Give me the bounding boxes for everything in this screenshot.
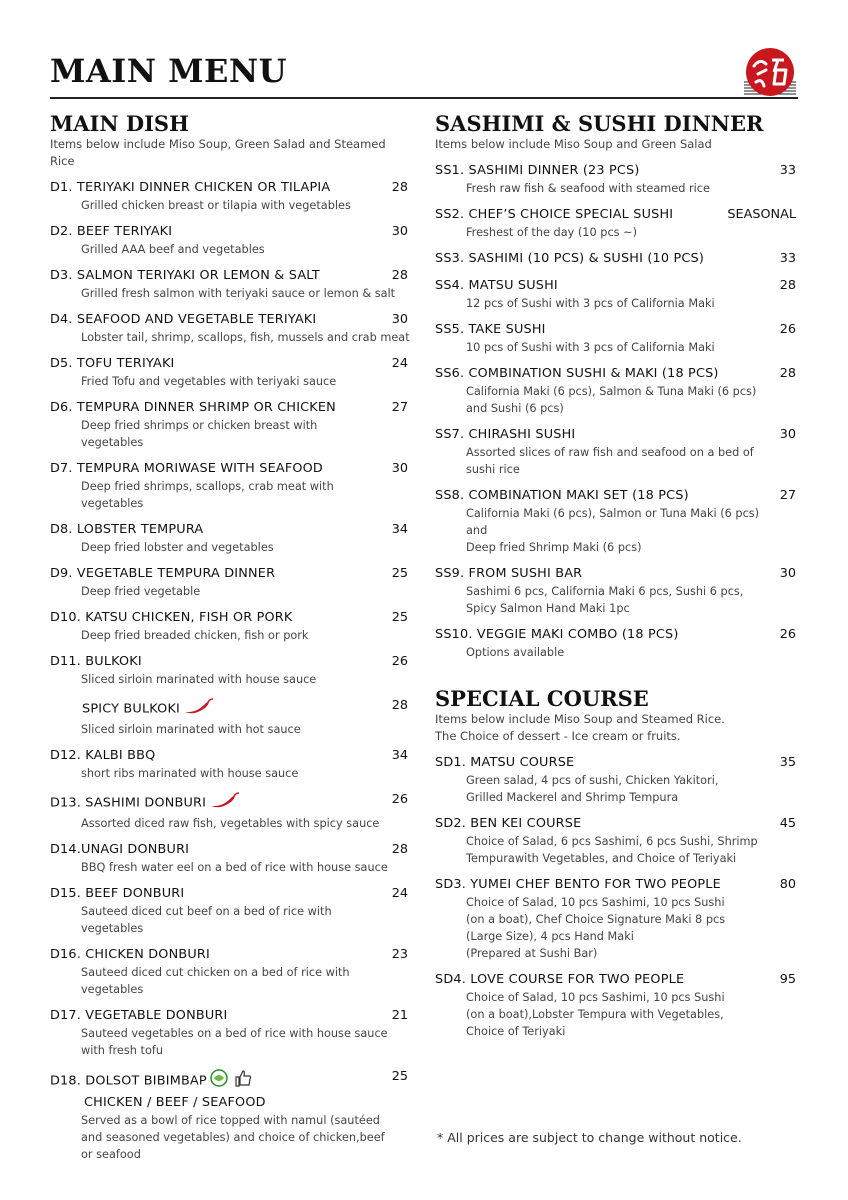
price-disclaimer: * All prices are subject to change without notice. — [437, 1130, 742, 1145]
item-price: 24 — [391, 356, 408, 371]
menu-item — [435, 565, 798, 617]
item-desc: Choice of Salad, 10 pcs Sashimi, 10 pcs Sushi (on a boat), Chef Choice Signature Maki 8 pcs (Large Size), 4 pcs Hand Maki (Prepared at Sushi Bar) — [466, 896, 726, 960]
section-title: SPECIAL COURSE — [435, 686, 649, 711]
menu-item — [50, 565, 410, 600]
page-title: MAIN MENU — [50, 52, 288, 90]
item-price: 33 — [779, 163, 796, 178]
menu-item — [50, 267, 410, 302]
item-desc: Green salad, 4 pcs of sushi, Chicken Yakitori, Grilled Mackerel and Shrimp Tempura — [466, 774, 719, 804]
item-desc: Assorted slices of raw fish and seafood on a bed of sushi rice — [466, 446, 754, 476]
item-desc: Grilled fresh salmon with teriyaki sauce or lemon & salt — [81, 287, 396, 300]
item-desc: Sliced sirloin marinated with house sauce — [81, 673, 317, 686]
item-name: SD4. LOVE COURSE FOR TWO PEOPLE — [435, 972, 685, 987]
item-desc: Served as a bowl of rice topped with namul (sautéed and seasoned vegetables) and choice of chicken,beef or seafood — [81, 1114, 385, 1161]
item-desc: 12 pcs of Sushi with 3 pcs of California Maki — [466, 297, 715, 310]
item-price: 28 — [779, 366, 796, 381]
item-price: 30 — [391, 461, 408, 476]
item-desc: Sliced sirloin marinated with hot sauce — [81, 723, 301, 736]
menu-item — [435, 426, 798, 478]
menu-item — [50, 653, 410, 688]
item-price: 28 — [779, 278, 796, 293]
sushi-section — [435, 112, 798, 1040]
item-price: 21 — [391, 1008, 408, 1023]
item-price: 24 — [391, 886, 408, 901]
item-name: SS8. COMBINATION MAKI SET (18 PCS) — [435, 488, 689, 503]
item-name: SS9. FROM SUSHI BAR — [435, 566, 583, 581]
item-price: 26 — [391, 654, 408, 669]
item-name: D15. BEEF DONBURI — [50, 886, 185, 901]
restaurant-logo — [742, 44, 798, 96]
item-desc: California Maki (6 pcs), Salmon & Tuna Maki (6 pcs) and Sushi (6 pcs) — [466, 385, 757, 415]
item-price: 33 — [779, 251, 796, 266]
item-price: 28 — [391, 180, 408, 195]
item-name: D2. BEEF TERIYAKI — [50, 224, 173, 239]
item-name: SS10. VEGGIE MAKI COMBO (18 PCS) — [435, 627, 679, 642]
item-desc: Choice of Salad, 6 pcs Sashimi, 6 pcs Sushi, Shrimp Tempurawith Vegetables, and Choice of Teriyaki — [466, 835, 758, 865]
menu-item — [435, 277, 798, 312]
item-desc: Choice of Salad, 10 pcs Sashimi, 10 pcs Sushi (on a boat),Lobster Tempura with Vegetables, Choice of Teriyaki — [466, 991, 725, 1038]
item-desc: Deep fried shrimps, scallops, crab meat with vegetables — [81, 480, 334, 510]
menu-item — [50, 355, 410, 390]
item-desc: Grilled chicken breast or tilapia with vegetables — [81, 199, 351, 212]
item-name: SS7. CHIRASHI SUSHI — [435, 427, 576, 442]
item-desc: Assorted diced raw fish, vegetables with spicy sauce — [81, 817, 380, 830]
item-subtitle: CHICKEN / BEEF / SEAFOOD — [84, 1095, 266, 1110]
item-desc: Grilled AAA beef and vegetables — [81, 243, 265, 256]
section-title: MAIN DISH — [50, 111, 189, 136]
menu-item — [435, 365, 798, 417]
menu-item — [50, 609, 410, 644]
item-name: D5. TOFU TERIYAKI — [50, 356, 175, 371]
chili-pepper-icon — [182, 697, 214, 721]
item-name: D3. SALMON TERIYAKI OR LEMON & SALT — [50, 268, 320, 283]
menu-item — [435, 876, 798, 962]
menu-item — [50, 697, 410, 738]
item-price: 27 — [779, 488, 796, 503]
menu-item — [50, 1068, 410, 1163]
menu-item — [50, 223, 410, 258]
item-desc: Lobster tail, shrimp, scallops, fish, mussels and crab meat — [81, 331, 410, 344]
menu-item — [435, 971, 798, 1040]
item-name: D16. CHICKEN DONBURI — [50, 947, 210, 962]
menu-item — [50, 399, 410, 451]
chili-pepper-icon — [208, 791, 240, 815]
item-price: 28 — [391, 268, 408, 283]
item-price: 45 — [779, 816, 796, 831]
item-name: D18. DOLSOT BIBIMBAP — [50, 1073, 207, 1089]
menu-item — [50, 1007, 410, 1059]
section-note: Items below include Miso Soup and Green Salad — [435, 137, 712, 151]
item-price: 28 — [391, 842, 408, 857]
item-desc: BBQ fresh water eel on a bed of rice with house sauce — [81, 861, 388, 874]
item-name: SPICY BULKOKI — [82, 701, 181, 717]
item-price: 34 — [391, 748, 408, 763]
menu-item — [435, 206, 798, 241]
item-name: SS1. SASHIMI DINNER (23 PCS) — [435, 163, 640, 178]
item-price: 30 — [391, 224, 408, 239]
menu-item — [435, 321, 798, 356]
item-name: D6. TEMPURA DINNER SHRIMP OR CHICKEN — [50, 400, 336, 415]
item-name: D9. VEGETABLE TEMPURA DINNER — [50, 566, 276, 581]
item-desc: Deep fried vegetable — [81, 585, 201, 598]
menu-item — [50, 747, 410, 782]
menu-item — [50, 885, 410, 937]
item-desc: Fried Tofu and vegetables with teriyaki sauce — [81, 375, 337, 388]
item-name: D13. SASHIMI DONBURI — [50, 795, 207, 811]
item-desc: Options available — [466, 646, 565, 659]
item-name: D8. LOBSTER TEMPURA — [50, 522, 204, 537]
item-name: SS2. CHEF’S CHOICE SPECIAL SUSHI — [435, 207, 674, 222]
menu-item — [435, 815, 798, 867]
item-name: SS3. SASHIMI (10 PCS) & SUSHI (10 PCS) — [435, 251, 705, 266]
item-desc: short ribs marinated with house sauce — [81, 767, 299, 780]
item-price: 26 — [391, 792, 408, 807]
item-price: 30 — [779, 566, 796, 581]
item-name: SS4. MATSU SUSHI — [435, 278, 558, 293]
item-desc: Deep fried shrimps or chicken breast with vegetables — [81, 419, 318, 449]
item-name: D14.UNAGI DONBURI — [50, 842, 190, 857]
item-name: SS5. TAKE SUSHI — [435, 322, 546, 337]
item-desc: Sashimi 6 pcs, California Maki 6 pcs, Sushi 6 pcs, Spicy Salmon Hand Maki 1pc — [466, 585, 744, 615]
menu-item — [50, 179, 410, 214]
item-name: D4. SEAFOOD AND VEGETABLE TERIYAKI — [50, 312, 317, 327]
item-name: SD1. MATSU COURSE — [435, 755, 575, 770]
item-price: SEASONAL — [727, 207, 796, 222]
item-price: 26 — [779, 627, 796, 642]
item-desc: Sauteed diced cut chicken on a bed of rice with vegetables — [81, 966, 350, 996]
item-desc: Deep fried lobster and vegetables — [81, 541, 274, 554]
menu-item — [50, 521, 410, 556]
item-price: 25 — [391, 566, 408, 581]
item-name: D1. TERIYAKI DINNER CHICKEN OR TILAPIA — [50, 180, 331, 195]
item-name: D7. TEMPURA MORIWASE WITH SEAFOOD — [50, 461, 323, 476]
menu-item — [50, 311, 410, 346]
item-price: 23 — [391, 947, 408, 962]
item-desc: 10 pcs of Sushi with 3 pcs of California Maki — [466, 341, 715, 354]
item-price: 95 — [779, 972, 796, 987]
item-name: D10. KATSU CHICKEN, FISH OR PORK — [50, 610, 293, 625]
item-price: 26 — [779, 322, 796, 337]
item-name: SS6. COMBINATION SUSHI & MAKI (18 PCS) — [435, 366, 719, 381]
item-desc: Fresh raw fish & seafood with steamed rice — [466, 182, 710, 195]
menu-item — [50, 946, 410, 998]
menu-item — [50, 791, 410, 832]
menu-item — [50, 841, 410, 876]
item-desc: Sauteed diced cut beef on a bed of rice with vegetables — [81, 905, 332, 935]
item-desc: California Maki (6 pcs), Salmon or Tuna Maki (6 pcs) and Deep fried Shrimp Maki (6 pcs) — [466, 507, 760, 554]
item-price: 25 — [391, 610, 408, 625]
item-name: D11. BULKOKI — [50, 654, 142, 669]
item-desc: Freshest of the day (10 pcs ~) — [466, 226, 638, 239]
item-name: SD2. BEN KEI COURSE — [435, 816, 582, 831]
header-divider — [50, 97, 798, 99]
menu-item — [435, 754, 798, 806]
section-note: Items below include Miso Soup and Steamed Rice. The Choice of dessert - Ice cream or fruits. — [435, 712, 725, 743]
item-price: 25 — [391, 1069, 408, 1084]
item-price: 27 — [391, 400, 408, 415]
item-price: 34 — [391, 522, 408, 537]
item-price: 28 — [391, 698, 408, 713]
section-title: SASHIMI & SUSHI DINNER — [435, 111, 764, 136]
thumbs-up-icon — [233, 1068, 253, 1094]
menu-item — [435, 250, 798, 268]
menu-item — [435, 626, 798, 661]
item-name: D12. KALBI BBQ — [50, 748, 156, 763]
main-dish-section — [50, 112, 410, 1163]
vegetable-icon — [209, 1068, 231, 1094]
item-price: 35 — [779, 755, 796, 770]
item-name: SD3. YUMEI CHEF BENTO FOR TWO PEOPLE — [435, 877, 721, 892]
menu-item — [435, 162, 798, 197]
menu-item — [435, 487, 798, 556]
item-desc: Deep fried breaded chicken, fish or pork — [81, 629, 309, 642]
item-price: 30 — [391, 312, 408, 327]
item-desc: Sauteed vegetables on a bed of rice with house sauce with fresh tofu — [81, 1027, 388, 1057]
item-name: D17. VEGETABLE DONBURI — [50, 1008, 228, 1023]
item-price: 30 — [779, 427, 796, 442]
menu-item — [50, 460, 410, 512]
section-note: Items below include Miso Soup, Green Salad and Steamed Rice — [50, 137, 386, 168]
item-price: 80 — [779, 877, 796, 892]
